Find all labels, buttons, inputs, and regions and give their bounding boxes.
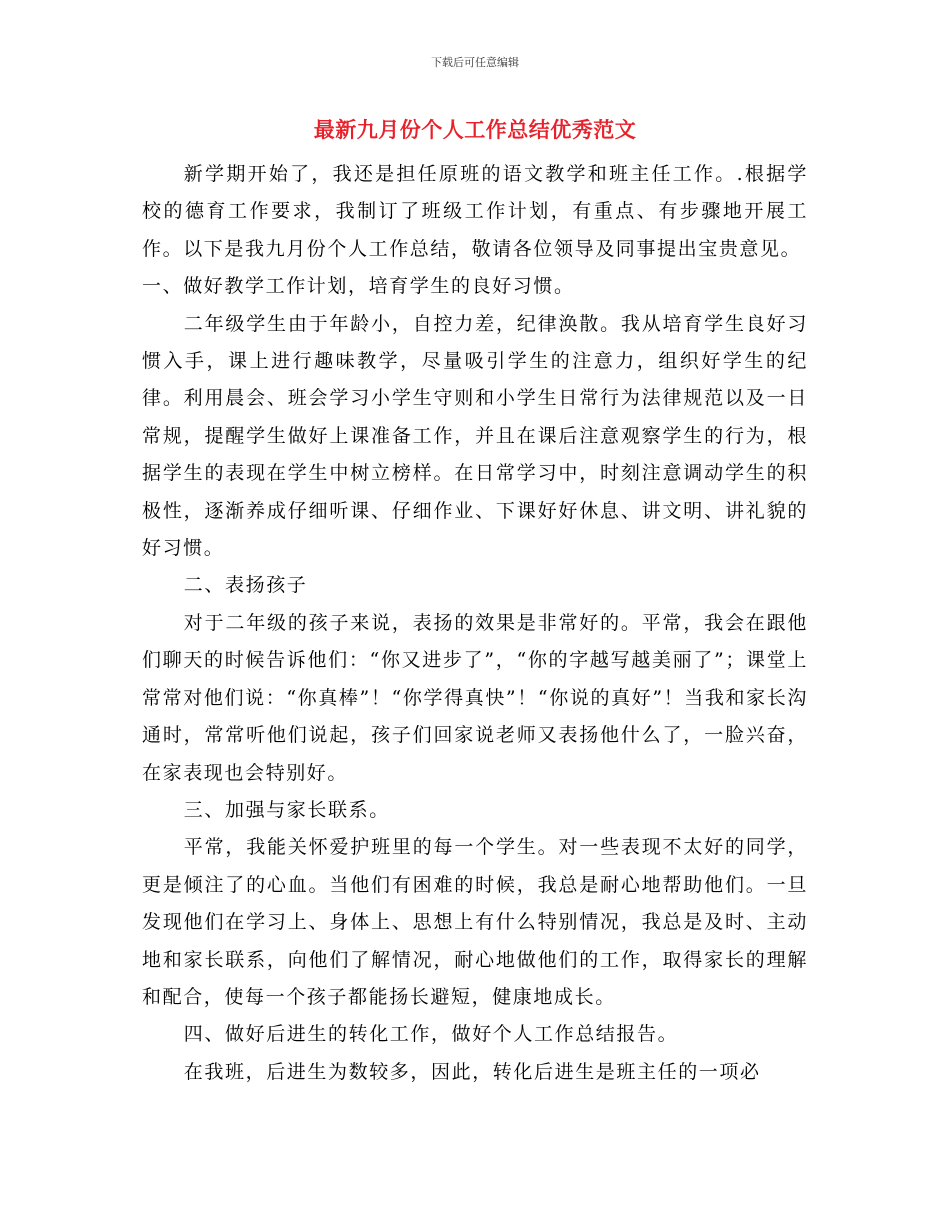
document-title: 最新九月份个人工作总结优秀范文: [313, 118, 637, 142]
paragraph-section-2: 对于二年级的孩子来说，表扬的效果是非常好的。平常，我会在跟他们聊天的时候告诉他们：“你又进步了”，“你的字越写越美丽了”；课堂上常常对他们说：“你真棒”！“你学得真快”！“你说的真好”！当我和家长沟通时，常常听他们说起，孩子们回家说老师又表扬他什么了，一脸兴奋，在家表现也会特别好。: [142, 611, 808, 784]
paragraph-section-4: 在我班，后进生为数较多，因此，转化后进生是班主任的一项必: [183, 1060, 761, 1083]
heading-section-4: 四、做好后进生的转化工作，做好个人工作总结报告。: [183, 1023, 679, 1046]
heading-section-1: 一、做好教学工作计划，培育学生的良好习惯。: [142, 275, 575, 298]
paragraph-section-3: 平常，我能关怀爱护班里的每一个学生。对一些表现不太好的同学，更是倾注了的心血。当他们有困难的时候，我总是耐心地帮助他们。一旦发现他们在学习上、身体上、思想上有什么特别情况，我总是及时、主动地和家长联系，向他们了解情况，耐心地做他们的工作，取得家长的理解和配合，使每一个孩子都能扬长避短，健康地成长。: [142, 836, 808, 1008]
page-header-note: 下载后可任意编辑: [431, 56, 519, 69]
heading-section-2: 二、表扬孩子: [183, 574, 308, 597]
document-body: [142, 156, 808, 1091]
paragraph-intro: 新学期开始了，我还是担任原班的语文教学和班主任工作。.根据学校的德育工作要求，我制订了班级工作计划，有重点、有步骤地开展工作。以下是我九月份个人工作总结，敬请各位领导及同事提出宝贵意见。: [142, 163, 808, 260]
paragraph-section-1: 二年级学生由于年龄小，自控力差，纪律涣散。我从培育学生良好习惯入手，课上进行趣味教学，尽量吸引学生的注意力，组织好学生的纪律。利用晨会、班会学习小学生守则和小学生日常行为法律规范以及一日常规，提醒学生做好上课准备工作，并且在课后注意观察学生的行为，根据学生的表现在学生中树立榜样。在日常学习中，时刻注意调动学生的积极性，逐渐养成仔细听课、仔细作业、下课好好休息、讲文明、讲礼貌的好习惯。: [142, 312, 808, 560]
heading-section-3: 三、加强与家长联系。: [183, 798, 390, 821]
